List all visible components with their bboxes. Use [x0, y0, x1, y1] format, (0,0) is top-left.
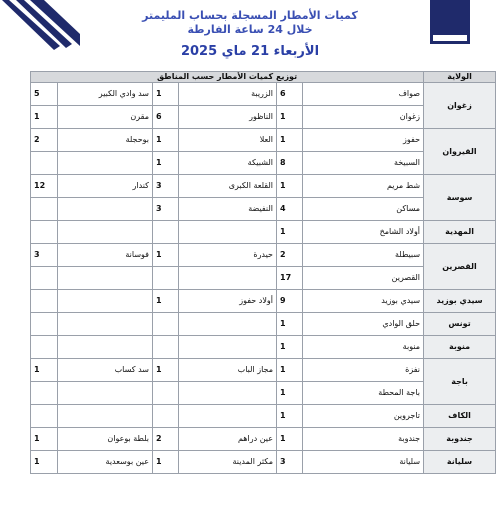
rain-value: 4 — [277, 198, 303, 221]
governorate-cell: الكاف — [424, 405, 496, 428]
place-name: أولاد الشامخ — [303, 221, 424, 244]
rain-value — [31, 290, 58, 313]
rain-value: 12 — [31, 175, 58, 198]
place-name: باجة المحطة — [303, 382, 424, 405]
rain-value: 1 — [153, 83, 179, 106]
governorate-cell: القصرين — [424, 244, 496, 290]
rain-value — [31, 267, 58, 290]
rain-value — [31, 152, 58, 175]
rain-value — [31, 198, 58, 221]
rain-value — [153, 405, 179, 428]
rain-value — [31, 405, 58, 428]
place-name: بلطة بوعوان — [58, 428, 153, 451]
place-name — [58, 313, 153, 336]
rain-value: 17 — [277, 267, 303, 290]
rain-value: 1 — [153, 152, 179, 175]
rain-value — [31, 336, 58, 359]
place-name: شط مريم — [303, 175, 424, 198]
rain-value — [153, 382, 179, 405]
place-name: حيدرة — [179, 244, 277, 267]
rain-value — [153, 336, 179, 359]
table-row — [31, 359, 496, 382]
place-name: سبيطلة — [303, 244, 424, 267]
place-name: أولاد حفوز — [179, 290, 277, 313]
rain-value: 2 — [31, 129, 58, 152]
rain-value: 1 — [277, 336, 303, 359]
place-name — [179, 382, 277, 405]
place-name — [58, 382, 153, 405]
place-name: الزريبة — [179, 83, 277, 106]
rain-value: 3 — [153, 175, 179, 198]
table-row — [31, 290, 496, 313]
rain-value: 1 — [153, 359, 179, 382]
rain-value — [31, 313, 58, 336]
header-governorate: الولاية — [424, 72, 496, 83]
place-name: القصرين — [303, 267, 424, 290]
place-name: جندوبة — [303, 428, 424, 451]
rain-value: 3 — [153, 198, 179, 221]
rain-value: 3 — [31, 244, 58, 267]
place-name — [58, 198, 153, 221]
governorate-cell: سليانة — [424, 451, 496, 474]
rain-value: 6 — [277, 83, 303, 106]
place-name — [58, 152, 153, 175]
rain-value — [31, 221, 58, 244]
place-name — [179, 267, 277, 290]
rain-value: 1 — [277, 129, 303, 152]
place-name: حلق الوادي — [303, 313, 424, 336]
table-row — [31, 221, 496, 244]
table-header-row — [31, 72, 496, 83]
place-name: تاجروين — [303, 405, 424, 428]
rain-value: 1 — [153, 451, 179, 474]
table-row — [31, 244, 496, 267]
rain-value: 1 — [277, 405, 303, 428]
place-name: القلعة الكبرى — [179, 175, 277, 198]
rain-value: 3 — [277, 451, 303, 474]
rain-value: 2 — [277, 244, 303, 267]
place-name: صواف — [303, 83, 424, 106]
rain-value — [153, 267, 179, 290]
place-name — [179, 336, 277, 359]
place-name: بوحجلة — [58, 129, 153, 152]
page-subtitle: خلال 24 ساعة الفارطة — [187, 23, 313, 36]
rain-value: 1 — [153, 290, 179, 313]
table-row — [31, 336, 496, 359]
rain-value: 1 — [277, 106, 303, 129]
place-name: منوبة — [303, 336, 424, 359]
place-name: سد وادي الكبير — [58, 83, 153, 106]
place-name: الناظور — [179, 106, 277, 129]
rain-value: 1 — [153, 244, 179, 267]
rain-value: 1 — [31, 451, 58, 474]
place-name: مساكن — [303, 198, 424, 221]
table-row — [31, 313, 496, 336]
rain-value: 1 — [277, 382, 303, 405]
place-name: العلا — [179, 129, 277, 152]
report-date: الأربعاء 21 ماي 2025 — [180, 44, 320, 59]
table-row — [31, 428, 496, 451]
place-name — [179, 313, 277, 336]
governorate-cell: المهدية — [424, 221, 496, 244]
governorate-cell: سيدي بوزيد — [424, 290, 496, 313]
page-title: كميات الأمطار المسجلة بحساب المليمتر — [142, 9, 358, 22]
rain-value: 9 — [277, 290, 303, 313]
rain-value: 1 — [277, 428, 303, 451]
place-name: عين دراهم — [179, 428, 277, 451]
place-name — [179, 405, 277, 428]
place-name — [179, 221, 277, 244]
table-row — [31, 405, 496, 428]
place-name — [58, 290, 153, 313]
place-name: سد كساب — [58, 359, 153, 382]
place-name: السبيخة — [303, 152, 424, 175]
rain-value: 1 — [277, 221, 303, 244]
header-distribution: توزيع كميات الأمطار حسب المناطق — [31, 72, 424, 83]
rainfall-table — [30, 71, 496, 474]
rain-value: 6 — [153, 106, 179, 129]
rain-value: 1 — [277, 313, 303, 336]
rain-value: 1 — [31, 359, 58, 382]
place-name: نفزة — [303, 359, 424, 382]
table-row — [31, 129, 496, 152]
governorate-cell: القيروان — [424, 129, 496, 175]
table-row — [31, 83, 496, 106]
governorate-cell: جندوبة — [424, 428, 496, 451]
governorate-cell: باجة — [424, 359, 496, 405]
rain-value — [153, 313, 179, 336]
place-name — [58, 267, 153, 290]
rain-value: 1 — [31, 428, 58, 451]
rain-value: 1 — [277, 175, 303, 198]
rain-value: 2 — [153, 428, 179, 451]
place-name: حفوز — [303, 129, 424, 152]
governorate-cell: تونس — [424, 313, 496, 336]
rain-value: 1 — [153, 129, 179, 152]
table-row — [31, 175, 496, 198]
rain-value — [31, 382, 58, 405]
governorate-cell: زغوان — [424, 83, 496, 129]
governorate-cell: سوسة — [424, 175, 496, 221]
place-name: زغوان — [303, 106, 424, 129]
table-row — [31, 451, 496, 474]
rain-value: 5 — [31, 83, 58, 106]
governorate-cell: منوبة — [424, 336, 496, 359]
place-name: سيدي بوزيد — [303, 290, 424, 313]
place-name — [58, 405, 153, 428]
place-name: كندار — [58, 175, 153, 198]
place-name: مقرن — [58, 106, 153, 129]
rain-value — [153, 221, 179, 244]
place-name: النفيضة — [179, 198, 277, 221]
place-name — [58, 336, 153, 359]
rain-value: 8 — [277, 152, 303, 175]
place-name: الشبيكة — [179, 152, 277, 175]
rain-value: 1 — [31, 106, 58, 129]
place-name — [58, 221, 153, 244]
rain-value: 1 — [277, 359, 303, 382]
place-name: عين بوسعدية — [58, 451, 153, 474]
place-name: فوسانة — [58, 244, 153, 267]
place-name: مجاز الباب — [179, 359, 277, 382]
place-name: سليانة — [303, 451, 424, 474]
place-name: مكثر المدينة — [179, 451, 277, 474]
